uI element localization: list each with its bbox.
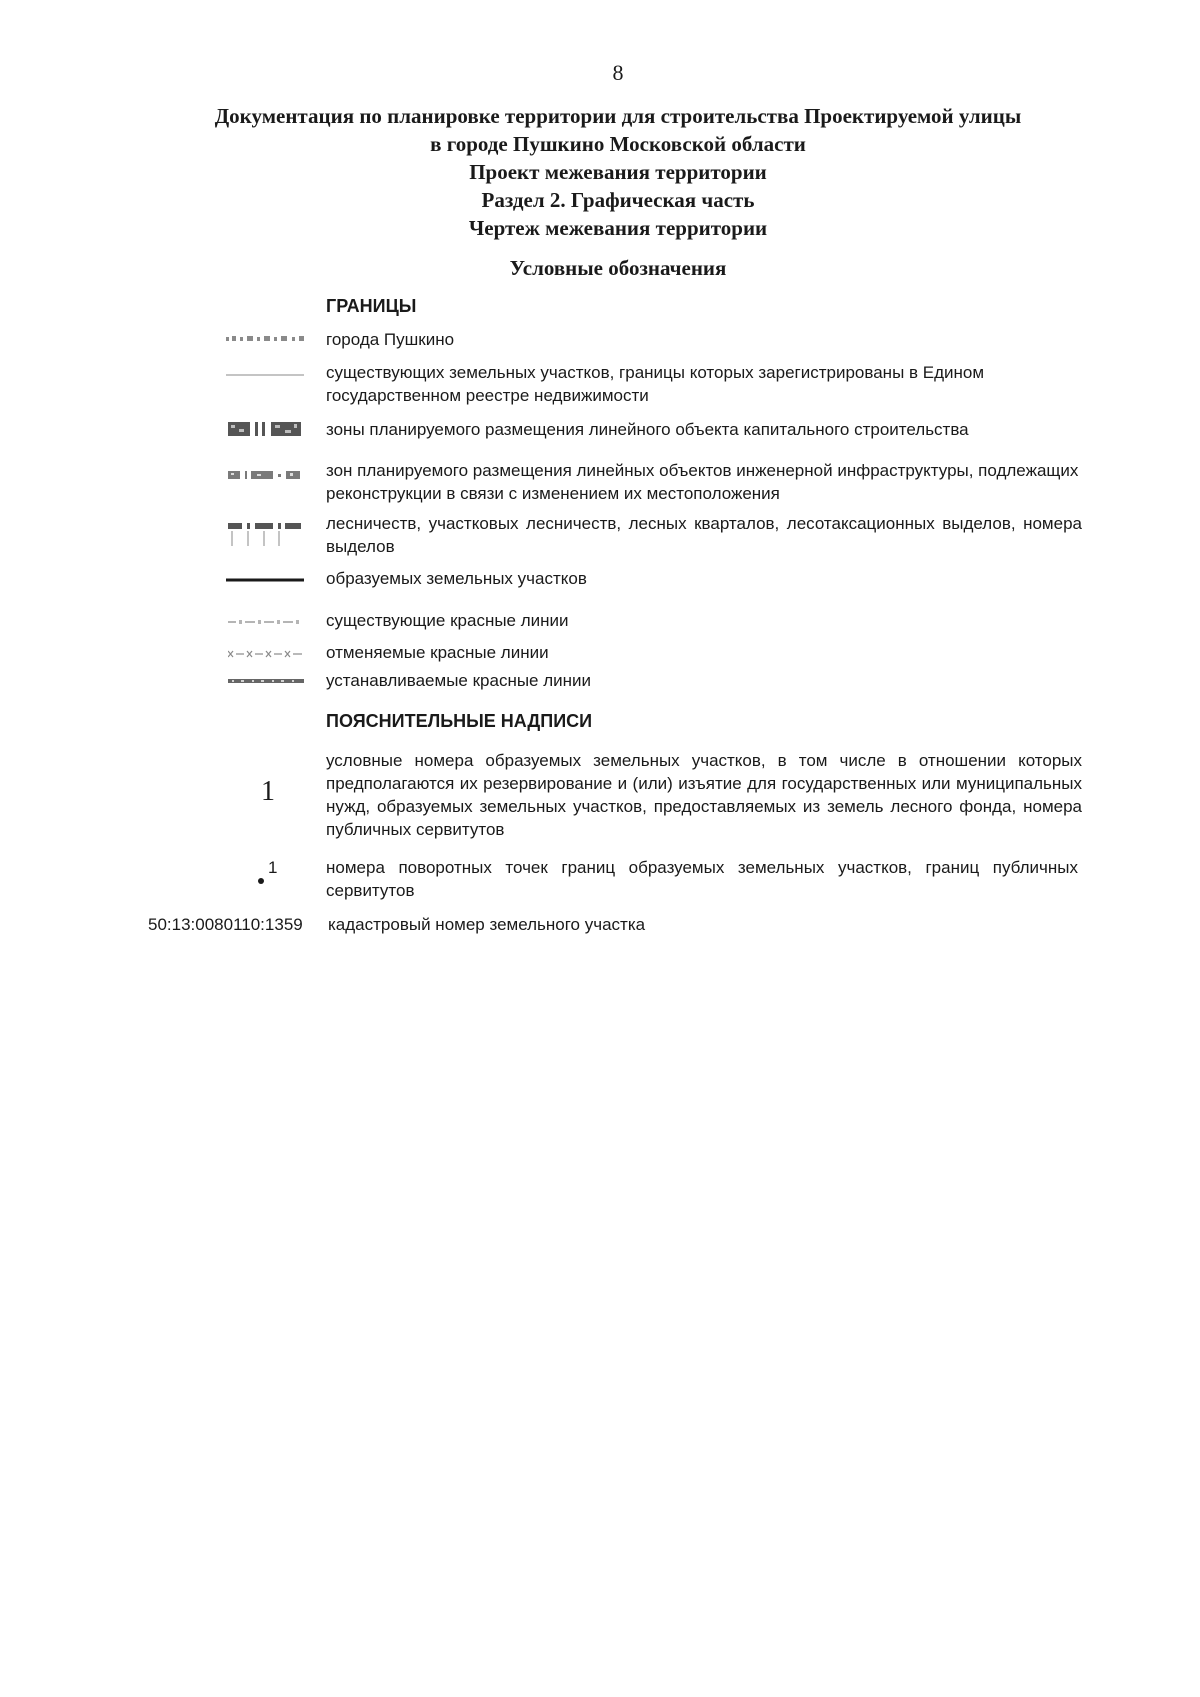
legend-item-cadastral-number: кадастровый номер земельного участка: [328, 915, 646, 934]
legend-item-existing-red-lines: существующие красные линии: [326, 611, 569, 630]
legend-item-existing-parcels: существующих земельных участков, границы которых зарегистрированы в Едином государственном реестре недвижимости: [326, 363, 985, 405]
title-line: Проект межевания территории: [469, 160, 767, 184]
title-line: Раздел 2. Графическая часть: [481, 188, 755, 212]
labels-section-title: ПОЯСНИТЕЛЬНЫЕ НАДПИСИ: [326, 711, 593, 731]
legend-item-parcel-numbers: условные номера образуемых земельных участков, в том числе в отношении которых предполагаются их резервирование и (или) изъятие для государственных или муниципальных нужд, образуемых земельных участков, предоставляемых из земель лесного фонда, номера публичных сервитутов: [326, 751, 1082, 839]
linear-object-zone-symbol: [228, 421, 304, 437]
legend-item-cancelled-red-lines: отменяемые красные линии: [326, 643, 549, 662]
legend-item-formed-parcels: образуемых земельных участков: [326, 569, 587, 588]
turning-point-number-symbol: 1: [268, 858, 278, 877]
cadastral-number-symbol: 50:13:0080110:1359: [148, 915, 303, 934]
turning-point-dot-icon: [257, 870, 265, 890]
existing-parcels-boundary-symbol: [226, 373, 304, 377]
formed-parcels-boundary-symbol: [226, 577, 304, 583]
established-red-lines-symbol: [228, 678, 304, 684]
city-boundary-symbol: [226, 334, 306, 344]
legend-item-linear-object-zone: зоны планируемого размещения линейного объекта капитального строительства: [326, 420, 969, 439]
page-number: 8: [612, 60, 624, 85]
legend-item-turning-points: номера поворотных точек границ образуемых земельных участков, границ публичных сервитутов: [326, 858, 1078, 900]
title-line: Чертеж межевания территории: [468, 216, 768, 240]
title-line: в городе Пушкино Московской области: [430, 132, 806, 156]
legend-item-forestry-boundary: лесничеств, участковых лесничеств, лесных кварталов, лесотаксационных выделов, номера выделов: [326, 514, 1082, 556]
title-line: Документация по планировке территории для строительства Проектируемой улицы: [214, 104, 1022, 128]
legend-item-established-red-lines: устанавливаемые красные линии: [326, 671, 592, 690]
legend-heading: Условные обозначения: [509, 256, 727, 280]
existing-red-lines-symbol: [228, 619, 304, 625]
infrastructure-zone-symbol: [228, 469, 304, 481]
borders-section-title: ГРАНИЦЫ: [326, 296, 417, 316]
forestry-boundary-symbol: [228, 522, 304, 548]
cancelled-red-lines-symbol: [228, 650, 304, 658]
document-title: [100, 102, 1136, 242]
legend-item-city-boundary: города Пушкино: [326, 330, 455, 349]
legend-item-infrastructure-zone: зон планируемого размещения линейных объектов инженерной инфраструктуры, подлежащих реконструкции в связи с изменением их местоположения: [326, 461, 1079, 503]
parcel-number-symbol: 1: [261, 776, 275, 807]
